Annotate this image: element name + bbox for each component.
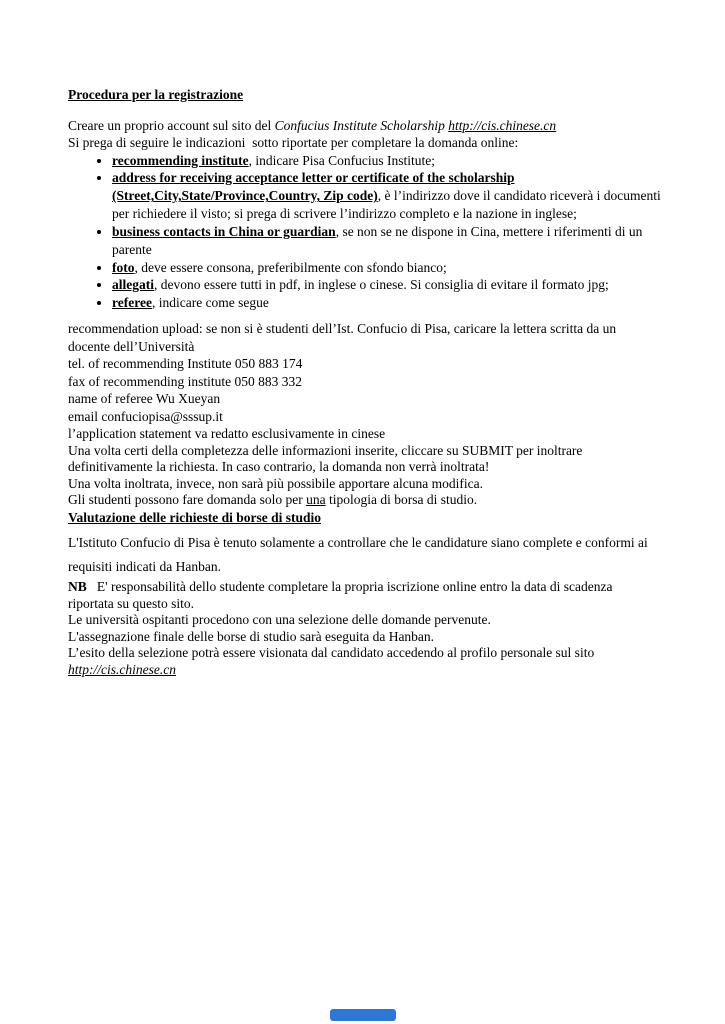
nb-paragraph [68,578,661,612]
text-run: , è l’indirizzo dove il candidato riceverà i documenti per richiedere il visto; si prega di scrivere l’indirizzo completo e la nazione in inglese; [112,188,661,222]
text-run: name of referee Wu Xueyan [68,391,221,407]
text-run: , indicare come segue [151,295,269,311]
text-run: foto [112,259,135,275]
bullet-list [68,152,661,312]
bottom-blue-bar[interactable] [330,1009,396,1021]
text-run: , se non se ne dispone in Cina, mettere i riferimenti di un parente [112,223,643,257]
bullet-item [112,169,661,222]
submit-paragraph [68,443,661,476]
referee-detail-tel [68,355,661,373]
text-run: , deve essere consona, preferibilmente con sfondo bianco; [134,259,447,275]
text-run: recommending institute [112,152,249,168]
text-run: address for receiving acceptance letter or certificate of the scholarship (Street,City,State/Province,Country, Zip code) [112,170,515,204]
text-run: l’application statement va redatto esclusivamente in cinese [68,426,386,442]
text-run: Procedura per la registrazione [68,87,244,102]
text-run: L'assegnazione finale delle borse di studio sarà eseguita da Hanban. [68,628,435,644]
submit-paragraph-note [68,476,661,493]
referee-detail-name [68,390,661,408]
text-run: Una volta inoltrata, invece, non sarà più possibile apportare alcuna modifica. [68,475,483,491]
referee-detail-fax [68,373,661,391]
text-run: referee [112,295,152,311]
link-cis-chinese[interactable]: http://cis.chinese.cn [68,662,176,678]
intro-paragraph [68,117,661,135]
bullet-item [112,259,661,277]
one-type-paragraph [68,492,661,508]
text-run: E' responsabilità dello studente completare la propria iscrizione online entro la data di scadenza riportata su questo sito. [68,578,613,611]
text-run: business contacts in China or guardian [112,223,336,239]
section-heading-valutazione [68,509,661,527]
instructions-paragraph [68,134,661,152]
text-run: , devono essere tutti in pdf, in inglese o cinese. Si consiglia di evitare il formato jpg; [154,277,609,293]
doc-title [68,86,661,104]
text-run: tipologia di borsa di studio. [325,492,478,508]
text-run: una [306,492,326,508]
hanban-paragraph [68,629,661,646]
bullet-item [112,223,661,259]
text-run: tel. of recommending Institute 050 883 174 [68,356,303,372]
universities-paragraph [68,612,661,629]
bullet-item [112,294,661,312]
bullet-item [112,276,661,294]
text-run: Valutazione delle richieste di borse di studio [68,509,322,525]
text-run: , indicare Pisa Confucius Institute; [248,152,435,168]
text-run: L'Istituto Confucio di Pisa è tenuto solamente a controllare che le candidature siano complete e conformi ai requisiti indicati da Hanban. [68,535,648,574]
referee-detail-recommendation [68,320,661,355]
referee-detail-email [68,408,661,426]
valutazione-paragraph [68,531,661,577]
text-run: Si prega di seguire le indicazioni sotto riportate per completare la domanda online: [68,135,519,151]
text-run: L’esito della selezione potrà essere visionata dal candidato accedendo al profilo personale sul sito [68,645,595,661]
text-run: Creare un proprio account sul sito del [68,117,275,133]
text-run: Le università ospitanti procedono con una selezione delle domande pervenute. [68,611,491,627]
referee-detail-statement [68,425,661,443]
text-run: NB [68,578,87,594]
text-run: Una volta certi della completezza delle informazioni inserite, cliccare su SUBMIT per inoltrare definitivamente la richiesta. In caso contrario, la domanda non verrà inoltrata! [68,442,583,475]
link-cis-chinese[interactable]: http://cis.chinese.cn [448,117,557,133]
text-run: email confuciopisa@sssup.it [68,408,223,424]
esito-paragraph [68,645,661,678]
text-run: recommendation upload: se non si è studenti dell’Ist. Confucio di Pisa, caricare la lettera scritta da un docente dell’Università [68,320,617,354]
text-run: Confucius Institute Scholarship [274,117,449,133]
text-run: allegati [112,277,154,293]
text-run: Gli studenti possono fare domanda solo per [68,492,307,508]
text-run: fax of recommending institute 050 883 332 [68,373,302,389]
bullet-item [112,152,661,170]
